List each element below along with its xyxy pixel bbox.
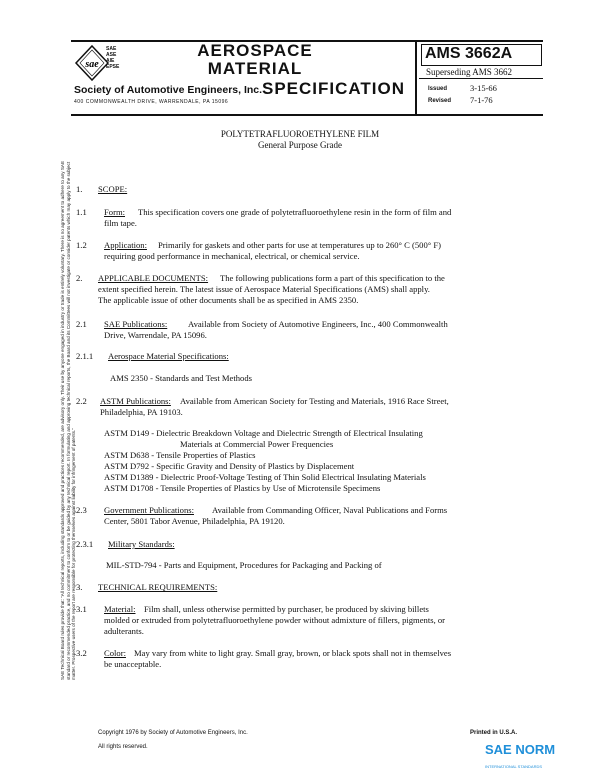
astm-d792: ASTM D792 - Specific Gravity and Density of Plastics by Displacement [104,461,355,471]
section-2-2-line2: Philadelphia, PA 19103. [100,407,183,417]
section-2-3-label: Government Publications: [104,505,194,515]
section-2-3-line1: Available from Commanding Officer, Naval Publications and Forms [212,505,448,515]
astm-d149-cont: Materials at Commercial Power Frequencies [180,439,334,449]
organization-address: 400 COMMONWEALTH DRIVE, WARRENDALE, PA 15096 [74,99,229,105]
section-1-1-line2: film tape. [104,218,137,228]
section-3-title: TECHNICAL REQUIREMENTS: [98,582,218,592]
section-2-number: 2. [76,273,83,283]
ams-number: AMS 3662A [425,45,513,62]
section-3-1-line1: Film shall, unless otherwise permitted by purchaser, be produced by skiving billets [144,604,429,614]
section-1-1-label: Form: [104,207,126,217]
section-2-line2: extent specified herein. The latest issue of Aerospace Material Specifications (AMS) shall apply. [98,284,430,294]
section-3-1-line3: adulterants. [104,626,144,636]
section-2-label: APPLICABLE DOCUMENTS: [98,273,209,283]
date-divider [419,78,543,79]
section-2-1-number: 2.1 [76,319,87,329]
ams-2350-item: AMS 2350 - Standards and Test Methods [110,373,252,383]
revised-date: 7-1-76 [470,95,493,105]
superseding-note: Superseding AMS 3662 [426,67,513,77]
section-1-2-number: 1.2 [76,240,87,250]
section-2-1-label: SAE Publications: [104,319,168,329]
organization-name: Society of Automotive Engineers, Inc. [74,84,263,96]
side-disclaimer [60,160,76,680]
section-2-3-line2: Center, 5801 Tabor Avenue, Philadelphia, PA 19120. [104,516,285,526]
mil-std-794-item: MIL-STD-794 - Parts and Equipment, Procedures for Packaging and Packing of [106,560,382,570]
section-2-2-line1: Available from American Society for Testing and Materials, 1916 Race Street, [180,396,449,406]
section-2-1-line1: Available from Society of Automotive Engineers, Inc., 400 Commonwealth [188,319,448,329]
sae-norm-watermark: SAE NORM [485,742,556,757]
rights-notice: All rights reserved. [98,744,148,750]
section-2-2-label: ASTM Publications: [100,396,171,406]
section-1-2-line1: Primarily for gaskets and other parts for use at temperatures up to 260° C (500° F) [158,240,442,250]
astm-d638: ASTM D638 - Tensile Properties of Plastics [104,450,256,460]
svg-text:sae: sae [85,59,99,70]
section-3-2-line1: May vary from white to light gray. Small gray, brown, or black spots shall not in themselves [134,648,452,658]
section-1-2-label: Application: [104,240,147,250]
revised-label: Revised [428,98,452,104]
document-title: POLYTETRAFLUOROETHYLENE FILM [220,129,380,139]
section-2-3-number: 2.3 [76,505,87,515]
section-3-2-number: 3.2 [76,648,87,658]
copyright-notice: Copyright 1976 by Society of Automotive Engineers, Inc. [98,730,248,736]
section-1-title: SCOPE: [98,184,128,194]
section-2-3-1-number: 2.3.1 [76,539,94,549]
section-3-2-line2: be unacceptable. [104,659,162,669]
section-3-number: 3. [76,582,83,592]
section-2-1-1-label: Aerospace Material Specifications: [108,351,229,361]
section-2-1-1-number: 2.1.1 [76,351,94,361]
title-specification: SPECIFICATION [262,79,406,98]
watermark-subtitle: INTERNATIONAL STANDARDS [485,764,543,769]
section-2-line1: The following publications form a part of this specification to the [220,273,445,283]
section-2-3-1-label: Military Standards: [108,539,175,549]
section-3-1-label: Material: [104,604,136,614]
issued-label: Issued [428,86,448,92]
printed-notice: Printed in U.S.A. [470,730,518,736]
section-1-1-number: 1.1 [76,207,87,217]
section-3-1-number: 3.1 [76,604,87,614]
astm-d1389: ASTM D1389 - Dielectric Proof-Voltage Testing of Thin Solid Electrical Insulating Materials [104,472,426,482]
section-2-2-number: 2.2 [76,396,87,406]
seal-text: SAE ASE AIE EPSE [106,46,120,70]
section-3-1-line2: molded or extruded from polytetrafluoroethylene powder without admixture of fillers, pigments, or [104,615,446,625]
astm-d149: ASTM D149 - Dielectric Breakdown Voltage and Dielectric Strength of Electrical Insulating [104,428,423,438]
section-3-2-label: Color: [104,648,126,658]
section-2-1-line2: Drive, Warrendale, PA 15096. [104,330,207,340]
title-material: MATERIAL [207,59,303,78]
astm-d1708: ASTM D1708 - Tensile Properties of Plastics by Use of Microtensile Specimens [104,483,381,493]
title-aerospace: AEROSPACE [197,41,313,60]
side-disclaimer-text: SAE Technical Board rules provide that: "All technical reports, including standards approved and practices recommended, are advisory only. Their use by anyone engaged in industry or trade is entirely voluntary. There is no agreement to adhere to any SAE standard or recommended practice, and no commitment to conform to or be guided by any technical report. In formulating and approving technical reports, the Board and its Committees will not investigate or consider patents which may apply to the subject matter. Prospective users of the report are responsible for protecting themselves against liability for infringement of patents." [60,160,76,680]
header-divider [415,40,417,114]
document-subtitle: General Purpose Grade [258,140,342,150]
issued-date: 3-15-66 [470,83,497,93]
section-1-2-line2: requiring good performance in mechanical, electrical, or chemical service. [104,251,360,261]
section-1-number: 1. [76,184,83,194]
section-1-1-line1: This specification covers one grade of polytetrafluoroethylene resin in the form of film and [138,207,452,217]
section-2-line3: The applicable issue of other documents shall be as specified in AMS 2350. [98,295,359,305]
